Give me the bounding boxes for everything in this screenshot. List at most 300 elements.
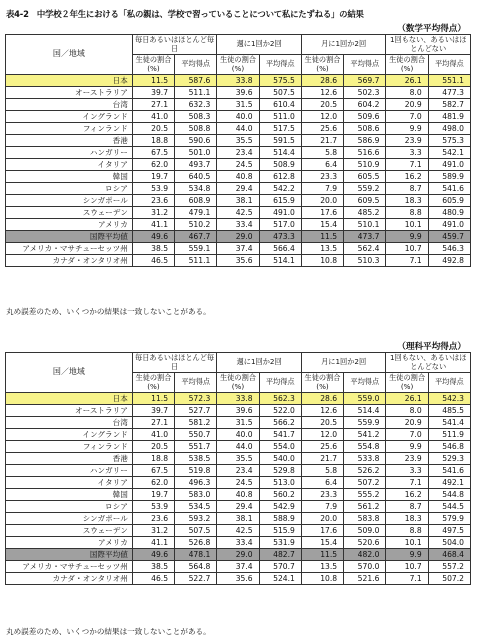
- score-cell: 583.0: [175, 489, 217, 501]
- percent-cell: 67.5: [132, 147, 174, 159]
- country-name: シンガポール: [6, 195, 133, 207]
- percent-cell: 23.6: [132, 195, 174, 207]
- table-row: [6, 195, 471, 207]
- percent-cell: 25.6: [301, 123, 343, 135]
- score-cell: 562.4: [344, 243, 386, 255]
- percent-cell: 5.8: [301, 147, 343, 159]
- percent-cell: 23.6: [132, 513, 174, 525]
- score-cell: 529.3: [428, 453, 470, 465]
- mean-score-header: 平均得点: [428, 55, 470, 75]
- score-cell: 566.2: [259, 417, 301, 429]
- score-cell: 544.5: [428, 501, 470, 513]
- table-row: [6, 183, 471, 195]
- percent-cell: 24.5: [217, 477, 259, 489]
- percent-cell: 12.6: [301, 87, 343, 99]
- score-cell: 527.7: [175, 405, 217, 417]
- country-name: カナダ・オンタリオ州: [6, 573, 133, 585]
- country-name: 国際平均値: [6, 231, 133, 243]
- table-row: [6, 573, 471, 585]
- percent-header: 生徒の割合(%): [217, 373, 259, 393]
- table-row: [6, 171, 471, 183]
- score-cell: 612.8: [259, 171, 301, 183]
- score-cell: 544.8: [428, 489, 470, 501]
- score-cell: 508.8: [175, 123, 217, 135]
- table-row: [6, 537, 471, 549]
- score-cell: 541.2: [344, 429, 386, 441]
- percent-cell: 12.0: [301, 111, 343, 123]
- percent-cell: 23.9: [386, 135, 428, 147]
- score-cell: 510.9: [344, 159, 386, 171]
- header-row-groups: [6, 35, 471, 55]
- mean-score-header: 平均得点: [344, 373, 386, 393]
- score-cell: 501.0: [175, 147, 217, 159]
- score-cell: 542.9: [259, 501, 301, 513]
- percent-cell: 40.8: [217, 489, 259, 501]
- country-name: オーストラリア: [6, 87, 133, 99]
- percent-cell: 39.7: [132, 87, 174, 99]
- percent-cell: 20.5: [301, 417, 343, 429]
- score-cell: 589.9: [428, 171, 470, 183]
- country-name: イングランド: [6, 429, 133, 441]
- score-cell: 467.7: [175, 231, 217, 243]
- country-name: 香港: [6, 135, 133, 147]
- percent-cell: 7.1: [386, 477, 428, 489]
- score-cell: 510.3: [344, 255, 386, 267]
- mean-score-header: 平均得点: [175, 373, 217, 393]
- score-cell: 632.3: [175, 99, 217, 111]
- percent-cell: 23.4: [217, 147, 259, 159]
- country-name: 日本: [6, 75, 133, 87]
- percent-cell: 7.9: [301, 183, 343, 195]
- table-row: [6, 393, 471, 405]
- percent-cell: 38.1: [217, 513, 259, 525]
- score-cell: 640.5: [175, 171, 217, 183]
- percent-cell: 3.3: [386, 147, 428, 159]
- percent-cell: 41.1: [132, 537, 174, 549]
- section-1-note: 丸め誤差のため、いくつかの結果は一致しないことがある。: [6, 307, 211, 316]
- percent-cell: 11.5: [132, 393, 174, 405]
- frequency-group-header: 毎日あるいはほとんど毎日: [132, 35, 217, 55]
- percent-cell: 38.1: [217, 195, 259, 207]
- score-cell: 511.1: [175, 87, 217, 99]
- mean-score-header: 平均得点: [259, 55, 301, 75]
- percent-cell: 7.1: [386, 573, 428, 585]
- percent-cell: 33.4: [217, 537, 259, 549]
- score-cell: 555.2: [344, 489, 386, 501]
- percent-cell: 10.8: [301, 573, 343, 585]
- percent-cell: 11.5: [132, 75, 174, 87]
- table-row: [6, 549, 471, 561]
- score-cell: 609.5: [344, 195, 386, 207]
- percent-cell: 17.6: [301, 207, 343, 219]
- percent-cell: 13.5: [301, 243, 343, 255]
- percent-cell: 18.8: [132, 453, 174, 465]
- score-cell: 605.9: [428, 195, 470, 207]
- score-cell: 534.8: [175, 183, 217, 195]
- country-name: アメリカ: [6, 219, 133, 231]
- score-cell: 554.0: [259, 441, 301, 453]
- table-row: [6, 147, 471, 159]
- score-cell: 529.8: [259, 465, 301, 477]
- percent-cell: 62.0: [132, 159, 174, 171]
- percent-cell: 26.1: [386, 75, 428, 87]
- frequency-group-header: 毎日あるいはほとんど毎日: [132, 353, 217, 373]
- score-cell: 516.6: [344, 147, 386, 159]
- percent-cell: 9.9: [386, 441, 428, 453]
- percent-cell: 18.3: [386, 195, 428, 207]
- score-cell: 513.0: [259, 477, 301, 489]
- percent-cell: 20.5: [301, 99, 343, 111]
- section-1-subtitle: （数学平均得点）: [397, 24, 466, 34]
- table-row: [6, 429, 471, 441]
- percent-cell: 29.4: [217, 501, 259, 513]
- score-cell: 546.3: [428, 243, 470, 255]
- frequency-group-header: 1回もない、あるいはほとんどない: [386, 353, 471, 373]
- percent-cell: 11.5: [301, 231, 343, 243]
- score-cell: 508.3: [175, 111, 217, 123]
- percent-cell: 33.8: [217, 393, 259, 405]
- table-title: 表4-2 中学校２年生における「私の親は、学校で習っていることについて私にたずねる」の結果: [6, 9, 364, 19]
- country-name: 韓国: [6, 171, 133, 183]
- score-cell: 604.2: [344, 99, 386, 111]
- percent-cell: 6.4: [301, 159, 343, 171]
- table-row: [6, 453, 471, 465]
- percent-cell: 35.6: [217, 573, 259, 585]
- mean-score-header: 平均得点: [175, 55, 217, 75]
- score-cell: 508.9: [259, 159, 301, 171]
- percent-cell: 31.2: [132, 525, 174, 537]
- table-row: [6, 513, 471, 525]
- table-row: [6, 255, 471, 267]
- score-cell: 510.1: [344, 219, 386, 231]
- score-cell: 559.0: [344, 393, 386, 405]
- score-cell: 554.8: [344, 441, 386, 453]
- percent-cell: 19.7: [132, 489, 174, 501]
- percent-cell: 40.0: [217, 429, 259, 441]
- table-row: [6, 405, 471, 417]
- percent-cell: 10.8: [301, 255, 343, 267]
- country-name: イタリア: [6, 477, 133, 489]
- percent-cell: 44.0: [217, 123, 259, 135]
- percent-cell: 20.9: [386, 417, 428, 429]
- table-row: [6, 441, 471, 453]
- score-cell: 591.5: [259, 135, 301, 147]
- score-cell: 517.0: [259, 219, 301, 231]
- country-name: 台湾: [6, 99, 133, 111]
- percent-cell: 15.4: [301, 219, 343, 231]
- table-row: [6, 417, 471, 429]
- percent-header: 生徒の割合(%): [386, 373, 428, 393]
- score-cell: 522.0: [259, 405, 301, 417]
- score-cell: 519.8: [175, 465, 217, 477]
- percent-cell: 8.8: [386, 207, 428, 219]
- percent-cell: 16.2: [386, 489, 428, 501]
- table-row: [6, 207, 471, 219]
- percent-cell: 46.5: [132, 573, 174, 585]
- score-cell: 477.3: [428, 87, 470, 99]
- percent-cell: 35.5: [217, 453, 259, 465]
- score-cell: 473.7: [344, 231, 386, 243]
- percent-cell: 42.5: [217, 207, 259, 219]
- score-cell: 581.2: [175, 417, 217, 429]
- score-cell: 586.9: [344, 135, 386, 147]
- percent-cell: 23.3: [301, 171, 343, 183]
- percent-cell: 31.5: [217, 99, 259, 111]
- header-row-groups: [6, 353, 471, 373]
- percent-cell: 3.3: [386, 465, 428, 477]
- score-cell: 550.7: [175, 429, 217, 441]
- score-cell: 468.4: [428, 549, 470, 561]
- score-cell: 524.1: [259, 573, 301, 585]
- score-cell: 559.2: [344, 183, 386, 195]
- percent-header: 生徒の割合(%): [386, 55, 428, 75]
- percent-cell: 18.8: [132, 135, 174, 147]
- percent-cell: 10.7: [386, 561, 428, 573]
- table-row: [6, 231, 471, 243]
- score-cell: 491.0: [428, 219, 470, 231]
- percent-cell: 53.9: [132, 183, 174, 195]
- score-cell: 579.9: [428, 513, 470, 525]
- percent-cell: 17.6: [301, 525, 343, 537]
- percent-cell: 29.0: [217, 549, 259, 561]
- score-cell: 485.2: [344, 207, 386, 219]
- score-cell: 504.0: [428, 537, 470, 549]
- score-cell: 541.6: [428, 183, 470, 195]
- country-name: アメリカ・マサチューセッツ州: [6, 561, 133, 573]
- percent-cell: 67.5: [132, 465, 174, 477]
- percent-cell: 62.0: [132, 477, 174, 489]
- score-cell: 521.6: [344, 573, 386, 585]
- percent-cell: 8.7: [386, 501, 428, 513]
- percent-cell: 7.9: [301, 501, 343, 513]
- score-cell: 514.4: [259, 147, 301, 159]
- score-cell: 480.9: [428, 207, 470, 219]
- percent-cell: 12.6: [301, 405, 343, 417]
- score-cell: 538.5: [175, 453, 217, 465]
- percent-header: 生徒の割合(%): [301, 373, 343, 393]
- score-cell: 562.3: [259, 393, 301, 405]
- score-cell: 485.5: [428, 405, 470, 417]
- percent-cell: 5.8: [301, 465, 343, 477]
- percent-cell: 35.5: [217, 135, 259, 147]
- frequency-group-header: 週に1回か2回: [217, 353, 302, 373]
- score-cell: 511.1: [175, 255, 217, 267]
- score-cell: 507.2: [428, 573, 470, 585]
- percent-cell: 23.4: [217, 465, 259, 477]
- percent-cell: 31.5: [217, 417, 259, 429]
- country-name: スウェーデン: [6, 525, 133, 537]
- percent-cell: 49.6: [132, 231, 174, 243]
- score-cell: 551.7: [175, 441, 217, 453]
- percent-cell: 40.0: [217, 111, 259, 123]
- country-name: ハンガリー: [6, 147, 133, 159]
- country-name: ロシア: [6, 183, 133, 195]
- table-row: [6, 465, 471, 477]
- mean-score-header: 平均得点: [259, 373, 301, 393]
- table-row: [6, 477, 471, 489]
- table-row: [6, 243, 471, 255]
- percent-cell: 23.9: [386, 453, 428, 465]
- country-name: ハンガリー: [6, 465, 133, 477]
- percent-cell: 37.4: [217, 243, 259, 255]
- score-cell: 533.8: [344, 453, 386, 465]
- score-cell: 526.8: [175, 537, 217, 549]
- percent-cell: 24.5: [217, 159, 259, 171]
- score-cell: 564.8: [175, 561, 217, 573]
- country-name: ロシア: [6, 501, 133, 513]
- score-cell: 481.9: [428, 111, 470, 123]
- table-row: [6, 75, 471, 87]
- score-cell: 542.2: [259, 183, 301, 195]
- score-cell: 559.9: [344, 417, 386, 429]
- table-row: [6, 99, 471, 111]
- country-name: アメリカ・マサチューセッツ州: [6, 243, 133, 255]
- frequency-group-header: 1回もない、あるいはほとんどない: [386, 35, 471, 55]
- percent-cell: 8.8: [386, 525, 428, 537]
- score-cell: 459.7: [428, 231, 470, 243]
- country-name: シンガポール: [6, 513, 133, 525]
- score-cell: 514.4: [344, 405, 386, 417]
- percent-cell: 29.4: [217, 183, 259, 195]
- percent-cell: 20.0: [301, 513, 343, 525]
- score-cell: 493.7: [175, 159, 217, 171]
- score-cell: 570.7: [259, 561, 301, 573]
- percent-cell: 23.3: [301, 489, 343, 501]
- score-cell: 541.6: [428, 465, 470, 477]
- score-cell: 510.2: [175, 219, 217, 231]
- percent-cell: 35.6: [217, 255, 259, 267]
- score-cell: 541.7: [259, 429, 301, 441]
- score-cell: 608.9: [175, 195, 217, 207]
- section-2-note: 丸め誤差のため、いくつかの結果は一致しないことがある。: [6, 627, 211, 636]
- score-cell: 575.5: [259, 75, 301, 87]
- percent-cell: 21.7: [301, 453, 343, 465]
- table-row: [6, 489, 471, 501]
- percent-cell: 49.6: [132, 549, 174, 561]
- score-cell: 473.3: [259, 231, 301, 243]
- percent-cell: 20.0: [301, 195, 343, 207]
- percent-header: 生徒の割合(%): [217, 55, 259, 75]
- table-row: [6, 159, 471, 171]
- percent-cell: 13.5: [301, 561, 343, 573]
- score-cell: 511.9: [428, 429, 470, 441]
- percent-cell: 8.7: [386, 183, 428, 195]
- percent-cell: 33.8: [217, 75, 259, 87]
- score-cell: 559.1: [175, 243, 217, 255]
- score-cell: 482.7: [259, 549, 301, 561]
- score-cell: 511.0: [259, 111, 301, 123]
- percent-cell: 29.0: [217, 231, 259, 243]
- score-cell: 582.7: [428, 99, 470, 111]
- percent-cell: 38.5: [132, 243, 174, 255]
- country-name: 台湾: [6, 417, 133, 429]
- score-cell: 615.9: [259, 195, 301, 207]
- table-row: [6, 123, 471, 135]
- country-name: フィンランド: [6, 441, 133, 453]
- country-name: 国際平均値: [6, 549, 133, 561]
- score-cell: 557.2: [428, 561, 470, 573]
- percent-cell: 18.3: [386, 513, 428, 525]
- score-cell: 570.0: [344, 561, 386, 573]
- percent-cell: 15.4: [301, 537, 343, 549]
- percent-cell: 27.1: [132, 99, 174, 111]
- score-cell: 587.6: [175, 75, 217, 87]
- score-cell: 482.0: [344, 549, 386, 561]
- country-name: フィンランド: [6, 123, 133, 135]
- percent-cell: 16.2: [386, 171, 428, 183]
- table-row: [6, 525, 471, 537]
- percent-cell: 9.9: [386, 549, 428, 561]
- percent-cell: 10.1: [386, 219, 428, 231]
- percent-cell: 7.1: [386, 255, 428, 267]
- math-table: [5, 34, 471, 267]
- score-cell: 479.1: [175, 207, 217, 219]
- percent-cell: 31.2: [132, 207, 174, 219]
- score-cell: 509.0: [344, 525, 386, 537]
- percent-cell: 10.1: [386, 537, 428, 549]
- percent-cell: 39.6: [217, 405, 259, 417]
- percent-header: 生徒の割合(%): [132, 373, 174, 393]
- mean-score-header: 平均得点: [428, 373, 470, 393]
- score-cell: 526.2: [344, 465, 386, 477]
- percent-cell: 6.4: [301, 477, 343, 489]
- score-cell: 540.0: [259, 453, 301, 465]
- percent-cell: 53.9: [132, 501, 174, 513]
- frequency-group-header: 月に1回か2回: [301, 35, 386, 55]
- percent-cell: 38.5: [132, 561, 174, 573]
- score-cell: 514.1: [259, 255, 301, 267]
- score-cell: 507.5: [259, 87, 301, 99]
- table-row: [6, 87, 471, 99]
- country-name: 韓国: [6, 489, 133, 501]
- table-row: [6, 135, 471, 147]
- percent-cell: 33.4: [217, 219, 259, 231]
- percent-cell: 7.0: [386, 429, 428, 441]
- score-cell: 605.5: [344, 171, 386, 183]
- score-cell: 569.7: [344, 75, 386, 87]
- percent-cell: 39.6: [217, 87, 259, 99]
- score-cell: 561.2: [344, 501, 386, 513]
- score-cell: 610.4: [259, 99, 301, 111]
- section-2-subtitle: （理科平均得点）: [397, 342, 466, 352]
- score-cell: 507.5: [175, 525, 217, 537]
- table-row: [6, 219, 471, 231]
- score-cell: 492.1: [428, 477, 470, 489]
- percent-cell: 28.6: [301, 75, 343, 87]
- percent-cell: 19.7: [132, 171, 174, 183]
- percent-cell: 7.1: [386, 159, 428, 171]
- score-cell: 590.6: [175, 135, 217, 147]
- score-cell: 502.3: [344, 87, 386, 99]
- percent-cell: 26.1: [386, 393, 428, 405]
- percent-cell: 42.5: [217, 525, 259, 537]
- percent-cell: 20.5: [132, 441, 174, 453]
- percent-cell: 12.0: [301, 429, 343, 441]
- score-cell: 575.3: [428, 135, 470, 147]
- percent-cell: 25.6: [301, 441, 343, 453]
- score-cell: 572.3: [175, 393, 217, 405]
- score-cell: 508.6: [344, 123, 386, 135]
- score-cell: 497.5: [428, 525, 470, 537]
- score-cell: 496.3: [175, 477, 217, 489]
- score-cell: 593.2: [175, 513, 217, 525]
- percent-header: 生徒の割合(%): [132, 55, 174, 75]
- percent-cell: 9.9: [386, 123, 428, 135]
- score-cell: 498.0: [428, 123, 470, 135]
- score-cell: 534.5: [175, 501, 217, 513]
- country-name: スウェーデン: [6, 207, 133, 219]
- country-name: オーストラリア: [6, 405, 133, 417]
